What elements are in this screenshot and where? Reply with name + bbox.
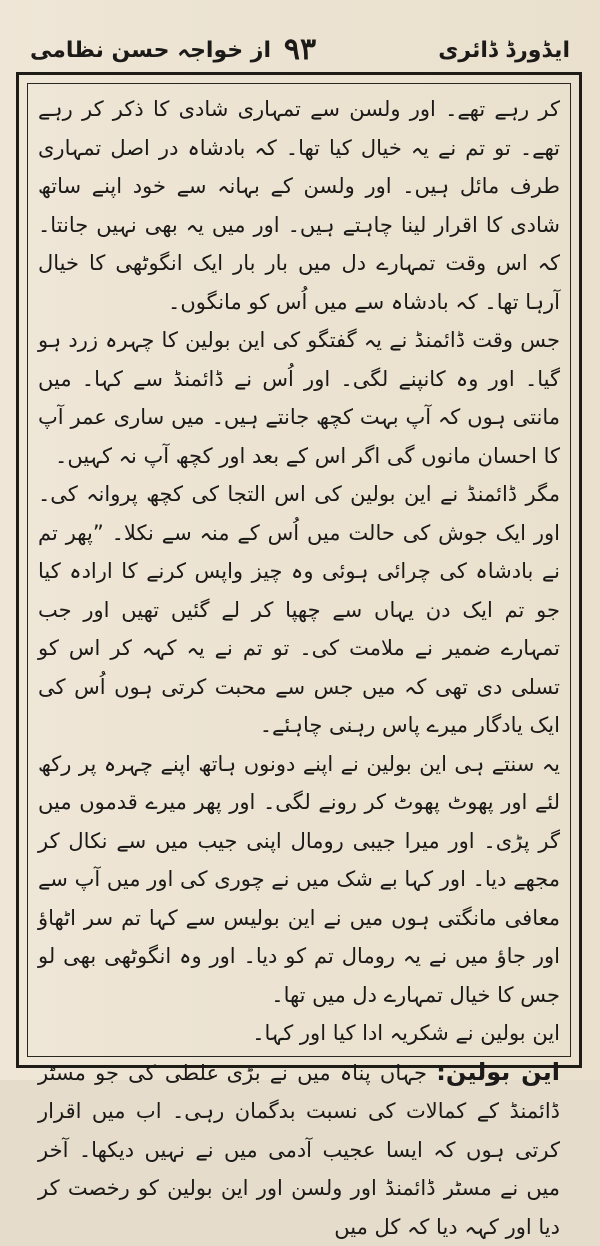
- paragraph-6-text: جہاں پناہ میں نے بڑی غلطی کی جو مسٹر ڈائمنڈ کے کمالات کی نسبت بدگمان رہی۔ اب میں اقرار کرتی ہوں کہ ایسا عجیب آدمی میں نے نہیں دیکھا۔ آخر میں نے مسٹر ڈائمنڈ اور ولسن اور این بولین کو رخصت کر دیا اور کہہ دیا کہ کل میں: [38, 1061, 560, 1239]
- speaker-name: این بولین:: [436, 1058, 560, 1086]
- author-name: از خواجہ حسن نظامی: [30, 38, 271, 63]
- paragraph-2: جس وقت ڈائمنڈ نے یہ گفتگو کی این بولین کا چہرہ زرد ہو گیا۔ اور وہ کانپنے لگی۔ اور اُس نے ڈائمنڈ سے کہا۔ میں مانتی ہوں کہ آپ بہت کچھ جانتے ہیں۔ میں ساری عمر آپ کا احسان مانوں گی اگر اس کے بعد اور کچھ آپ نہ کہیں۔: [38, 321, 560, 475]
- paragraph-4: یہ سنتے ہی این بولین نے اپنے دونوں ہاتھ اپنے چہرہ پر رکھ لئے اور پھوٹ پھوٹ کر رونے لگی۔ اور پھر میرے قدموں میں گر پڑی۔ اور میرا جیبی رومال اپنی جیب میں سے نکال کر مجھے دیا۔ اور کہا بے شک میں نے چوری کی اور میں آپ سے معافی مانگتی ہوں میں نے این بولیس سے کہا تم سر اٹھاؤ اور جاؤ میں نے یہ رومال تم کو دیا۔ اور وہ انگوٹھی بھی لو جس کا خیال تمہارے دل میں تھا۔: [38, 745, 560, 1015]
- body-text: [38, 90, 560, 1030]
- page-number: ۹۳: [284, 32, 316, 67]
- paragraph-5: این بولین نے شکریہ ادا کیا اور کہا۔: [38, 1014, 560, 1053]
- page-header: [30, 28, 570, 78]
- book-title: ایڈورڈ ڈائری: [438, 38, 570, 63]
- paragraph-6: [38, 1053, 560, 1246]
- paragraph-3: مگر ڈائمنڈ نے این بولین کی اس التجا کی کچھ پروانہ کی۔ اور ایک جوش کی حالت میں اُس کے منہ سے نکلا۔ ”پھر تم نے بادشاہ کی چرائی ہوئی وہ چیز واپس کرنے کا ارادہ کیا جو تم ایک دن یہاں سے چھپا کر لے گئیں تھیں اور جب تمہارے ضمیر نے ملامت کی۔ تو تم نے یہ کہہ کر اس کو تسلی دی تھی کہ میں جس سے محبت کرتی ہوں اُس کی ایک یادگار میرے پاس رہنی چاہئے۔: [38, 475, 560, 745]
- paragraph-1: کر رہے تھے۔ اور ولسن سے تمہاری شادی کا ذکر کر رہے تھے۔ تو تم نے یہ خیال کیا تھا۔ کہ بادشاہ در اصل تمہاری طرف مائل ہیں۔ اور ولسن کے بہانہ سے خود اپنے ساتھ شادی کا اقرار لینا چاہتے ہیں۔ اور میں یہ بھی نہیں جانتا۔ کہ اس وقت تمہارے دل میں بار بار ایک انگوٹھی کا خیال آرہا تھا۔ کہ بادشاہ سے میں اُس کو مانگوں۔: [38, 90, 560, 321]
